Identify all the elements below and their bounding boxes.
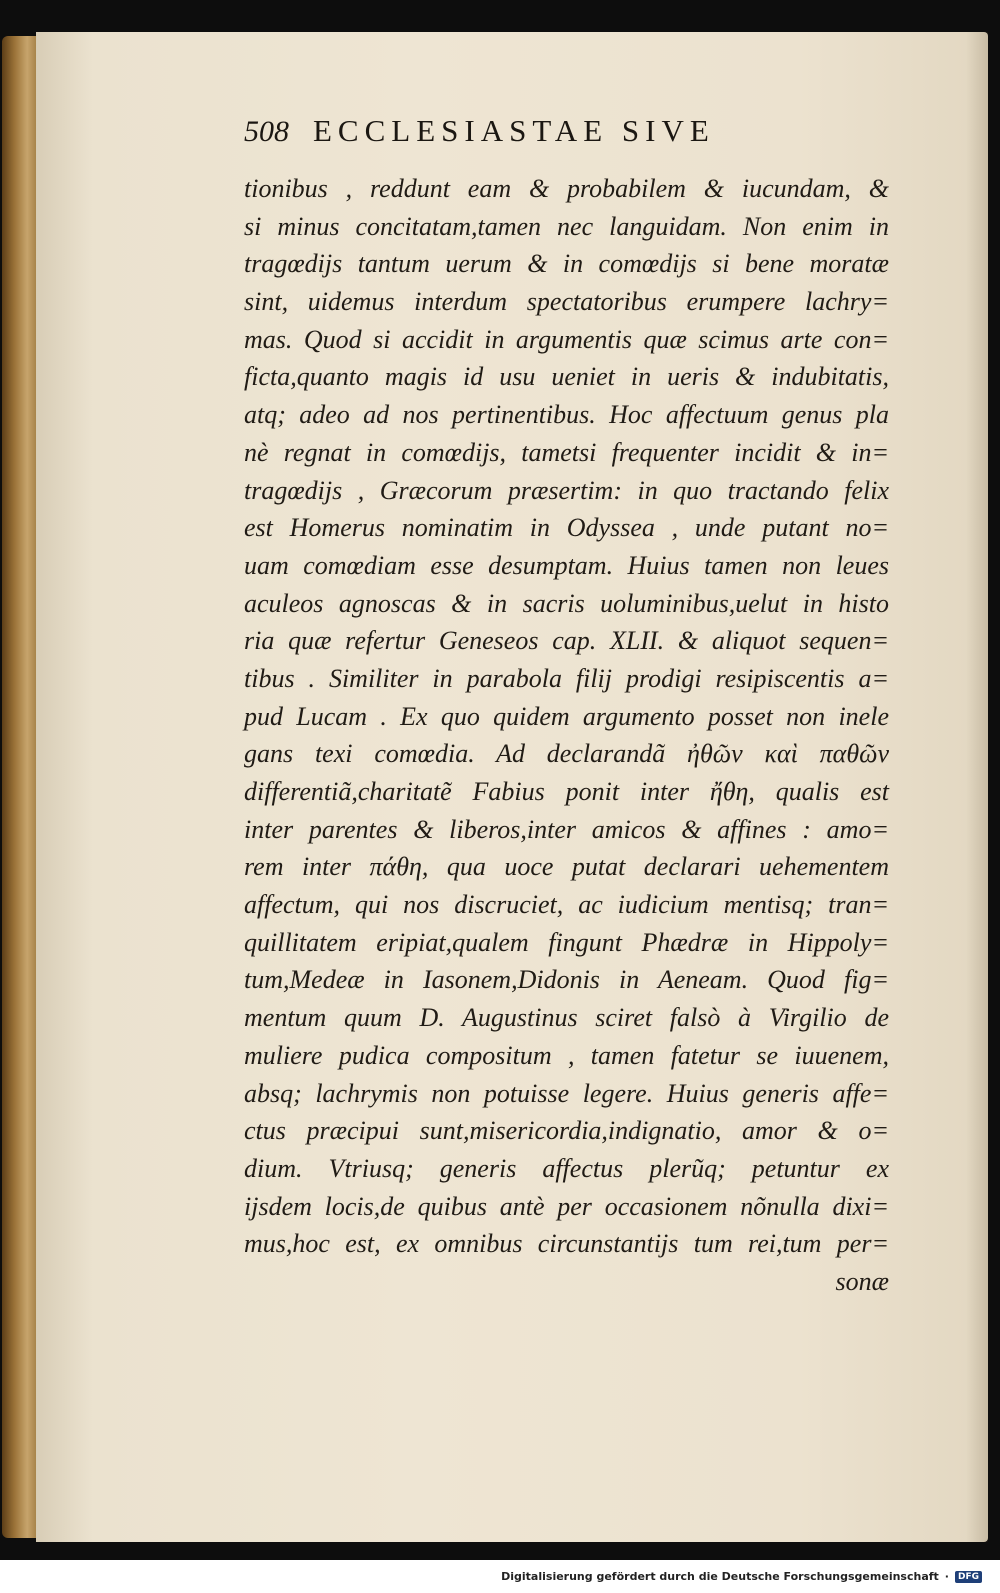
text-line: aculeos agnoscas & in sacris uoluminibus,uelut in histo [244, 588, 889, 618]
text-line: dium. Vtriusq; generis affectus plerũq; petuntur ex [244, 1153, 889, 1183]
running-head: ECCLESIASTAE SIVE [313, 113, 715, 148]
text-line: ria quæ refertur Geneseos cap. XLII. & aliquot sequen= [244, 626, 889, 656]
body-text [244, 170, 889, 1301]
text-line: est Homerus nominatim in Odyssea , unde putant no= [244, 513, 889, 543]
text-line: rem inter πάθη, qua uoce putat declarari uehementem [244, 852, 889, 882]
text-line: affectum, qui nos discruciet, ac iudicium mentisq; tran= [244, 890, 889, 920]
text-line: tibus . Similiter in parabola filij prodigi resipiscentis a= [244, 663, 889, 693]
text-line: uam comœdiam esse desumptam. Huius tamen non leues [244, 550, 889, 580]
text-line: nè regnat in comœdijs, tametsi frequenter incidit & in= [244, 437, 889, 467]
catchword: sonæ [835, 1266, 889, 1296]
text-line: ficta,quanto magis id usu ueniet in ueris & indubitatis, [244, 362, 889, 392]
separator-dot: · [944, 1570, 949, 1583]
text-line: mus,hoc est, ex omnibus circunstantijs tum rei,tum per= [244, 1229, 889, 1259]
text-line: ctus præcipui sunt,misericordia,indignatio, amor & o= [244, 1116, 889, 1146]
text-line: mentum quum D. Augustinus sciret falsò à Virgilio de [244, 1003, 889, 1033]
funding-credit: Digitalisierung gefördert durch die Deutsche Forschungsgemeinschaft [501, 1570, 939, 1583]
text-line: differentiã,charitatẽ Fabius ponit inter ἤθη, qualis est [244, 777, 889, 806]
text-line: pud Lucam . Ex quo quidem argumento posset non inele [244, 701, 889, 731]
text-line: tragœdijs , Græcorum præsertim: in quo tractando felix [244, 475, 889, 505]
page-shadow [966, 32, 988, 1542]
text-line: absq; lachrymis non potuisse legere. Huius generis affe= [244, 1078, 889, 1108]
page-number: 508 [244, 115, 289, 148]
text-line: quillitatem eripiat,qualem fingunt Phædræ in Hippoly= [244, 927, 889, 957]
text-line: tragœdijs tantum uerum & in comœdijs si bene moratæ [244, 249, 889, 279]
text-line: mas. Quod si accidit in argumentis quæ scimus arte con= [244, 324, 889, 354]
text-line: sint, uidemus interdum spectatoribus erumpere lachry= [244, 287, 889, 317]
text-line: tionibus , reddunt eam & probabilem & iucundam, & [244, 174, 889, 203]
dfg-logo-icon: DFG [955, 1571, 982, 1583]
text-line: si minus concitatam,tamen nec languidam. Non enim in [244, 211, 889, 241]
footer-bar [0, 1560, 1000, 1593]
text-line: muliere pudica compositum , tamen fatetur se iuuenem, [244, 1040, 889, 1070]
page-header [244, 113, 864, 161]
text-line: gans texi comœdia. Ad declarandã ἠθῶν καὶ παθῶν [244, 739, 889, 769]
text-line: ijsdem locis,de quibus antè per occasionem nõnulla dixi= [244, 1191, 889, 1221]
text-line: tum,Medeæ in Iasonem,Didonis in Aeneam. Quod fig= [244, 965, 889, 995]
text-line: inter parentes & liberos,inter amicos & affines : amo= [244, 814, 889, 844]
text-line: atq; adeo ad nos pertinentibus. Hoc affectuum genus pla [244, 400, 889, 430]
